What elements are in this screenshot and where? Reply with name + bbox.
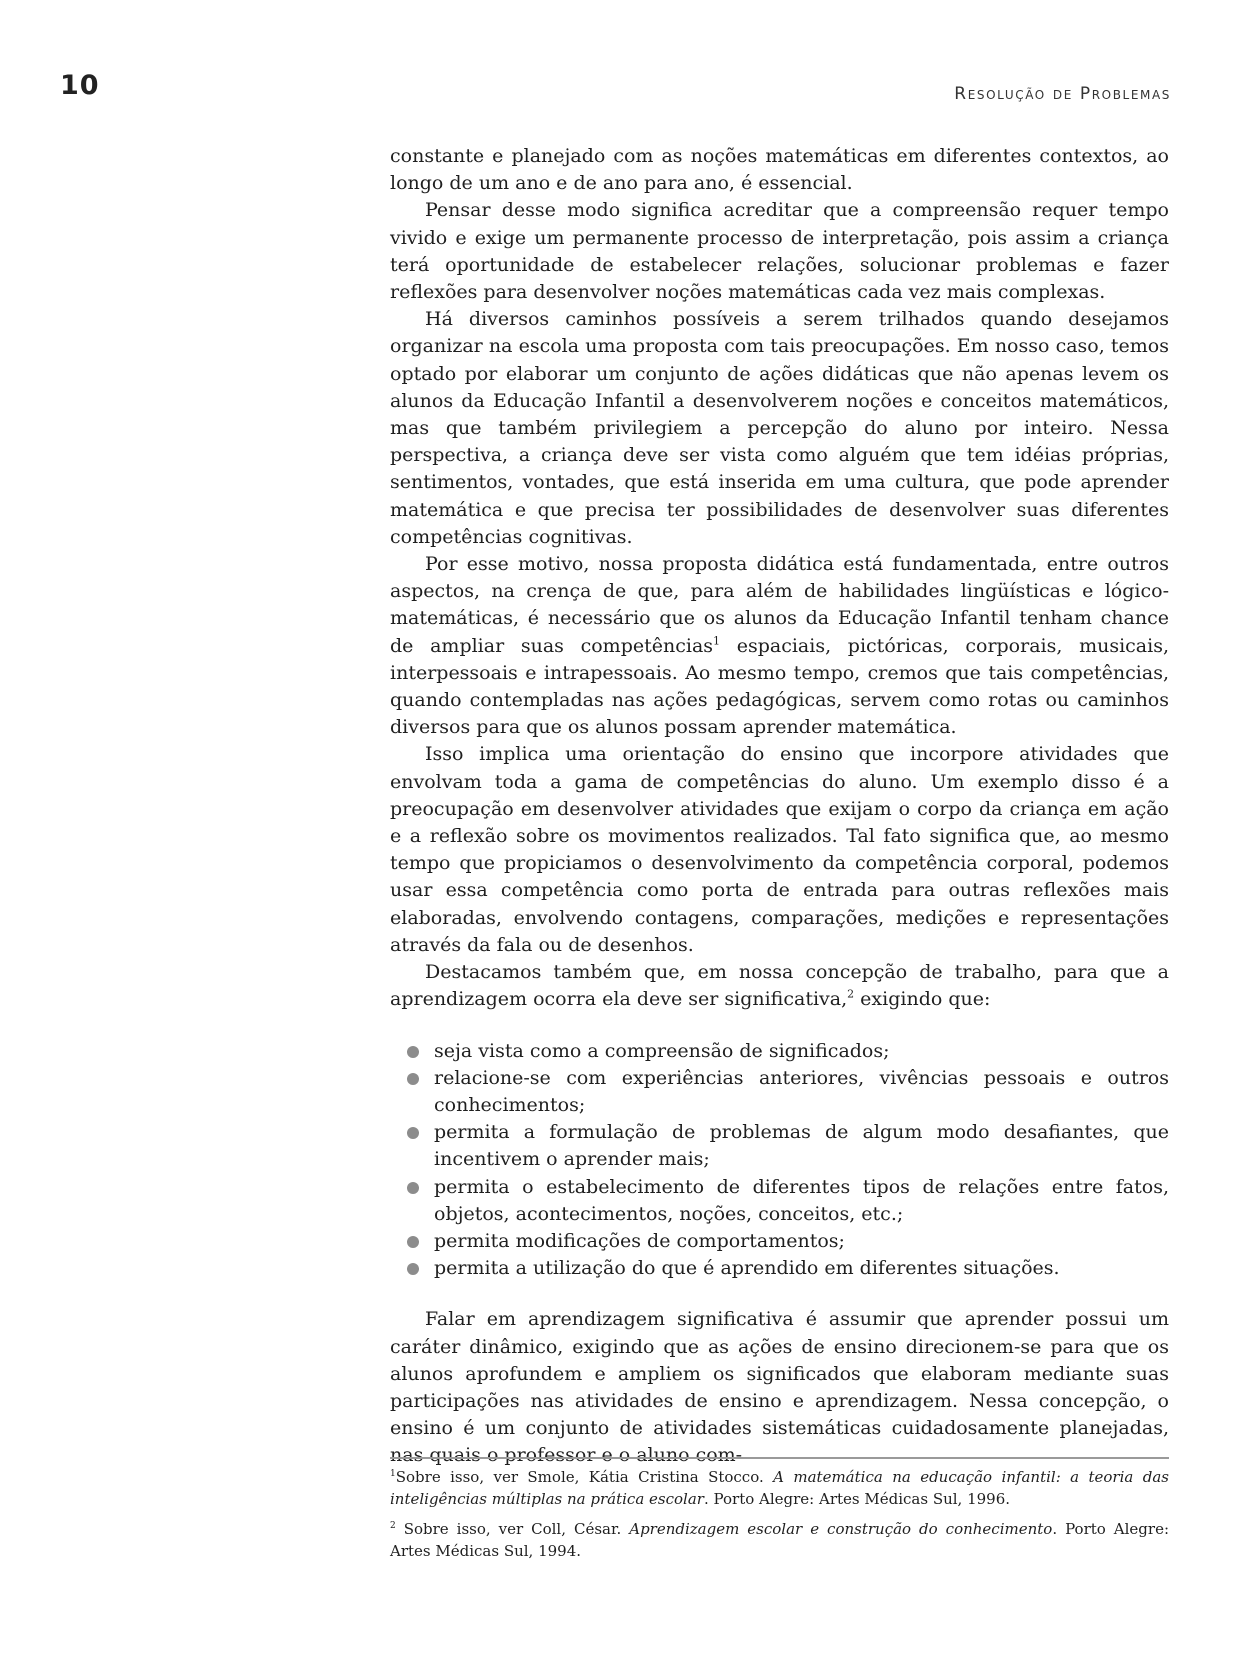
list-item [434, 1065, 1169, 1119]
paragraph-destacamos-text-rest: exigindo que: [854, 988, 991, 1011]
footnote-text: Sobre isso, ver Coll, César. [395, 1520, 630, 1538]
paragraph-destacamos-text: Destacamos também que, em nossa concepção de trabalho, para que a aprendizagem ocorra ela deve ser significativa, [390, 961, 1169, 1011]
footnote-title: Aprendizagem escolar e construção do conhecimento [629, 1520, 1053, 1538]
paragraph-motivo-text-rest: espaciais, pictóricas, corporais, musicais, interpessoais e intrapessoais. Ao mesmo tempo, cremos que tais competências, quando contempladas nas ações pedagógicas, servem como rotas ou caminhos diversos para que os alunos possam aprender matemática. [390, 634, 1170, 739]
list-item-text: permita modificações de comportamentos; [434, 1229, 845, 1252]
requirements-list [390, 1038, 1169, 1283]
list-item [434, 1119, 1169, 1173]
paragraph-implica: Isso implica uma orientação do ensino que incorpore atividades que envolvam toda a gama de competências do aluno. Um exemplo disso é a preocupação em desenvolver atividades que exijam o corpo da criança em ação e a reflexão sobre os movimentos realizados. Tal fato significa que, ao mesmo tempo que propiciamos o desenvolvimento da competência corporal, podemos usar essa competência como porta de entrada para outras reflexões mais elaboradas, envolvendo contagens, comparações, medições e representações através da fala ou de desenhos. [390, 743, 1169, 956]
bullet-icon [407, 1263, 419, 1275]
list-item-text: relacione-se com experiências anteriores, vivências pessoais e outros conhecimentos; [434, 1066, 1169, 1116]
list-item [434, 1174, 1169, 1228]
footnote-text: . Porto Alegre: Artes Médicas Sul, 1994. [390, 1520, 1170, 1560]
footnotes [390, 1457, 1169, 1571]
running-head: Resolução de Problemas [954, 84, 1171, 104]
footnote-marker: 1 [390, 1469, 396, 1479]
footnote-2 [390, 1519, 1169, 1562]
paragraph-motivo-text: Por esse motivo, nossa proposta didática está fundamentada, entre outros aspectos, na crença de que, para além de habilidades lingüísticas e lógico-matemáticas, é necessário que os alunos da Educação Infantil tenham chance de ampliar suas competências [390, 553, 1169, 657]
footnote-text: . Porto Alegre: Artes Médicas Sul, 1996. [703, 1489, 1011, 1508]
list-item [434, 1038, 1169, 1065]
page-number: 10 [60, 70, 100, 101]
list-item-text: permita a utilização do que é aprendido em diferentes situações. [434, 1257, 1060, 1280]
footnote-text: Sobre isso, ver Smole, Kátia Cristina Stocco. [395, 1468, 774, 1486]
list-item [434, 1255, 1169, 1282]
bullet-icon [407, 1236, 419, 1248]
list-item-text: seja vista como a compreensão de significados; [434, 1039, 890, 1062]
main-text [390, 143, 1169, 1470]
footnote-title: A matemática na educação infantil: a teoria das inteligências múltiplas na prática escolar [390, 1468, 1169, 1508]
list-item [434, 1228, 1169, 1255]
paragraph-continuation: constante e planejado com as noções matemáticas em diferentes contextos, ao longo de um ano e de ano para ano, é essencial. [390, 145, 1169, 195]
bullet-icon [407, 1182, 419, 1194]
list-item-text: permita o estabelecimento de diferentes tipos de relações entre fatos, objetos, acontecimentos, noções, conceitos, etc.; [434, 1175, 1169, 1225]
footnote-ref-2[interactable]: 2 [847, 987, 855, 1001]
paragraph-caminhos: Há diversos caminhos possíveis a serem trilhados quando desejamos organizar na escola uma proposta com tais preocupações. Em nosso caso, temos optado por elaborar um conjunto de ações didáticas que não apenas levem os alunos da Educação Infantil a desenvolverem noções e conceitos matemáticos, mas que também privilegiem a percepção do aluno por inteiro. Nessa perspectiva, a criança deve ser vista como alguém que tem idéias próprias, sentimentos, vontades, que está inserida em uma cultura, que pode aprender matemática e que precisa ter possibilidades de desenvolver suas diferentes competências cognitivas. [390, 308, 1169, 548]
paragraph-aprendizagem: Falar em aprendizagem significativa é assumir que aprender possui um caráter dinâmico, exigindo que as ações de ensino direcionem-se para que os alunos aprofundem e ampliem os significados que elaboram mediante suas participações nas atividades de ensino e aprendizagem. Nessa concepção, o ensino é um conjunto de atividades sistemáticas cuidadosamente planejadas, nas quais o professor e o aluno com- [390, 1308, 1169, 1467]
paragraph-motivo [390, 551, 1169, 741]
paragraph-destacamos [390, 959, 1169, 1013]
bullet-icon [407, 1073, 419, 1085]
bullet-icon [407, 1127, 419, 1139]
footnote-marker: 2 [390, 1521, 396, 1531]
paragraph-pensar: Pensar desse modo significa acreditar que a compreensão requer tempo vivido e exige um permanente processo de interpretação, pois assim a criança terá oportunidade de estabelecer relações, solucionar problemas e fazer reflexões para desenvolver noções matemáticas cada vez mais complexas. [390, 199, 1169, 304]
list-item-text: permita a formulação de problemas de algum modo desafiantes, que incentivem o aprender mais; [434, 1121, 1169, 1171]
bullet-icon [407, 1046, 419, 1058]
footnote-1 [390, 1467, 1169, 1510]
footnote-ref-1[interactable]: 1 [713, 634, 721, 648]
